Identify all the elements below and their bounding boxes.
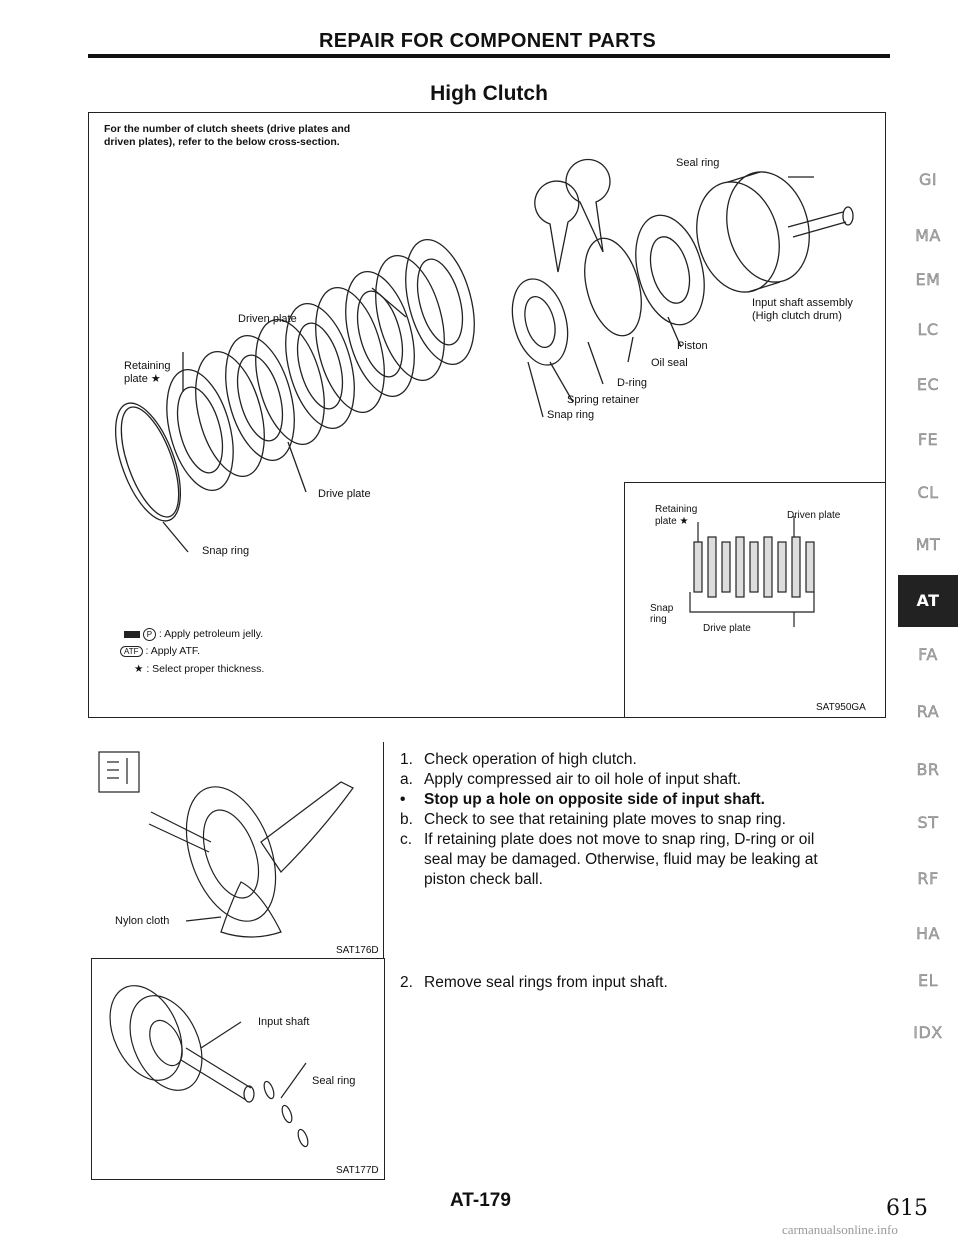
step-marker: 1. <box>400 751 413 768</box>
label-line: (High clutch drum) <box>752 310 842 322</box>
clutch-plates-drawing <box>155 232 487 497</box>
label-seal-ring-2: Seal ring <box>312 1075 356 1087</box>
step-text: Stop up a hole on opposite side of input shaft. <box>424 791 765 808</box>
legend-thickness <box>134 663 264 675</box>
label-line: plate ★ <box>655 516 689 527</box>
callout-bubble <box>535 181 579 272</box>
step-1c-cont-2 <box>400 870 543 890</box>
tab-lc[interactable]: LC <box>917 320 939 339</box>
figure-code: SAT950GA <box>816 702 866 713</box>
tab-em[interactable]: EM <box>915 270 941 289</box>
label-line: ring <box>650 614 667 625</box>
tab-rf[interactable]: RF <box>917 869 939 888</box>
label-driven-plate: Driven plate <box>238 313 297 325</box>
legend-symbol: P <box>143 628 156 641</box>
legend-symbol: ATF <box>120 646 143 657</box>
tab-fe[interactable]: FE <box>917 430 939 449</box>
step-1b <box>400 810 786 830</box>
tab-idx[interactable]: IDX <box>913 1023 943 1042</box>
air-icon <box>99 752 139 792</box>
step-1c-cont <box>400 850 818 870</box>
legend-text: : Apply ATF. <box>145 645 201 657</box>
step-marker: a. <box>400 771 413 788</box>
legend-text: : Select proper thickness. <box>146 663 265 675</box>
step-1c <box>400 830 814 850</box>
piston-drawing <box>625 208 716 333</box>
tab-cl[interactable]: CL <box>917 483 939 502</box>
label-snap-ring-inner: Snap ring <box>547 409 595 421</box>
jelly-icon <box>124 631 140 638</box>
figure-code: SAT177D <box>336 1165 379 1176</box>
label-input-shaft-assembly <box>752 297 853 323</box>
label-line: Retaining <box>655 504 698 515</box>
label-d-ring: D-ring <box>617 377 647 389</box>
page-title: High Clutch <box>430 82 548 105</box>
step-marker: b. <box>400 811 413 828</box>
label-drive-plate: Drive plate <box>318 488 371 500</box>
inset-label-retaining-plate <box>655 504 697 528</box>
label-line: Snap <box>650 603 674 614</box>
page-number: 615 <box>886 1196 928 1221</box>
clutch-drum-drawing <box>685 163 853 302</box>
section-header: REPAIR FOR COMPONENT PARTS <box>318 30 657 52</box>
star-icon: ★ <box>134 663 144 675</box>
step-text: seal may be damaged. Otherwise, fluid may be leaking at <box>424 851 818 868</box>
tab-el[interactable]: EL <box>917 971 939 990</box>
label-oil-seal: Oil seal <box>651 357 688 369</box>
tab-ra[interactable]: RA <box>916 702 940 721</box>
label-line: Retaining <box>124 360 171 372</box>
page-code: AT-179 <box>450 1190 511 1211</box>
tab-ha[interactable]: HA <box>916 924 940 943</box>
step-marker: c. <box>400 831 413 848</box>
step-text: piston check ball. <box>424 871 543 888</box>
label-line: Input shaft assembly <box>752 297 853 309</box>
tab-at[interactable]: AT <box>898 575 958 627</box>
watermark: carmanualsonline.info <box>782 1222 898 1237</box>
inset-label-drive-plate: Drive plate <box>703 623 751 634</box>
label-line: plate ★ <box>124 373 161 385</box>
step-text: If retaining plate does not move to snap ring, D-ring or oil <box>424 831 815 848</box>
d-ring-drawing <box>575 232 651 342</box>
label-snap-ring: Snap ring <box>202 545 250 557</box>
step-1 <box>400 750 637 770</box>
step-marker: • <box>400 791 406 808</box>
step-2 <box>400 973 668 993</box>
legend-petroleum-jelly <box>124 628 263 641</box>
label-piston: Piston <box>677 340 708 352</box>
tab-ec[interactable]: EC <box>916 375 940 394</box>
tab-st[interactable]: ST <box>917 813 939 832</box>
tab-mt[interactable]: MT <box>915 535 941 554</box>
label-retaining-plate <box>124 360 170 386</box>
inset-label-snap-ring <box>650 603 673 625</box>
step-text: Check operation of high clutch. <box>424 751 637 768</box>
tab-fa[interactable]: FA <box>918 645 938 664</box>
legend-text: : Apply petroleum jelly. <box>158 628 264 640</box>
step-text: Remove seal rings from input shaft. <box>424 974 668 991</box>
header-rule <box>88 54 890 58</box>
note-line-2: driven plates), refer to the below cross-section. <box>104 136 340 148</box>
legend-atf <box>120 645 200 657</box>
tab-br[interactable]: BR <box>916 760 940 779</box>
tab-gi[interactable]: GI <box>918 170 938 189</box>
step-bullet <box>400 790 765 810</box>
seal-rings-drawing <box>91 958 383 1178</box>
step-text: Apply compressed air to oil hole of input shaft. <box>424 771 742 788</box>
label-seal-ring: Seal ring <box>676 157 720 169</box>
step-marker: 2. <box>400 974 413 991</box>
tab-ma[interactable]: MA <box>915 226 941 245</box>
label-input-shaft: Input shaft <box>258 1016 310 1028</box>
label-nylon-cloth: Nylon cloth <box>115 915 170 927</box>
label-spring-retainer: Spring retainer <box>567 394 640 406</box>
inset-label-driven-plate: Driven plate <box>787 510 841 521</box>
step-text: Check to see that retaining plate moves to snap ring. <box>424 811 786 828</box>
spring-retainer-drawing <box>503 273 576 371</box>
step-1a <box>400 770 741 790</box>
figure-code: SAT176D <box>336 945 379 956</box>
note-line-1: For the number of clutch sheets (drive plates and <box>104 123 351 135</box>
